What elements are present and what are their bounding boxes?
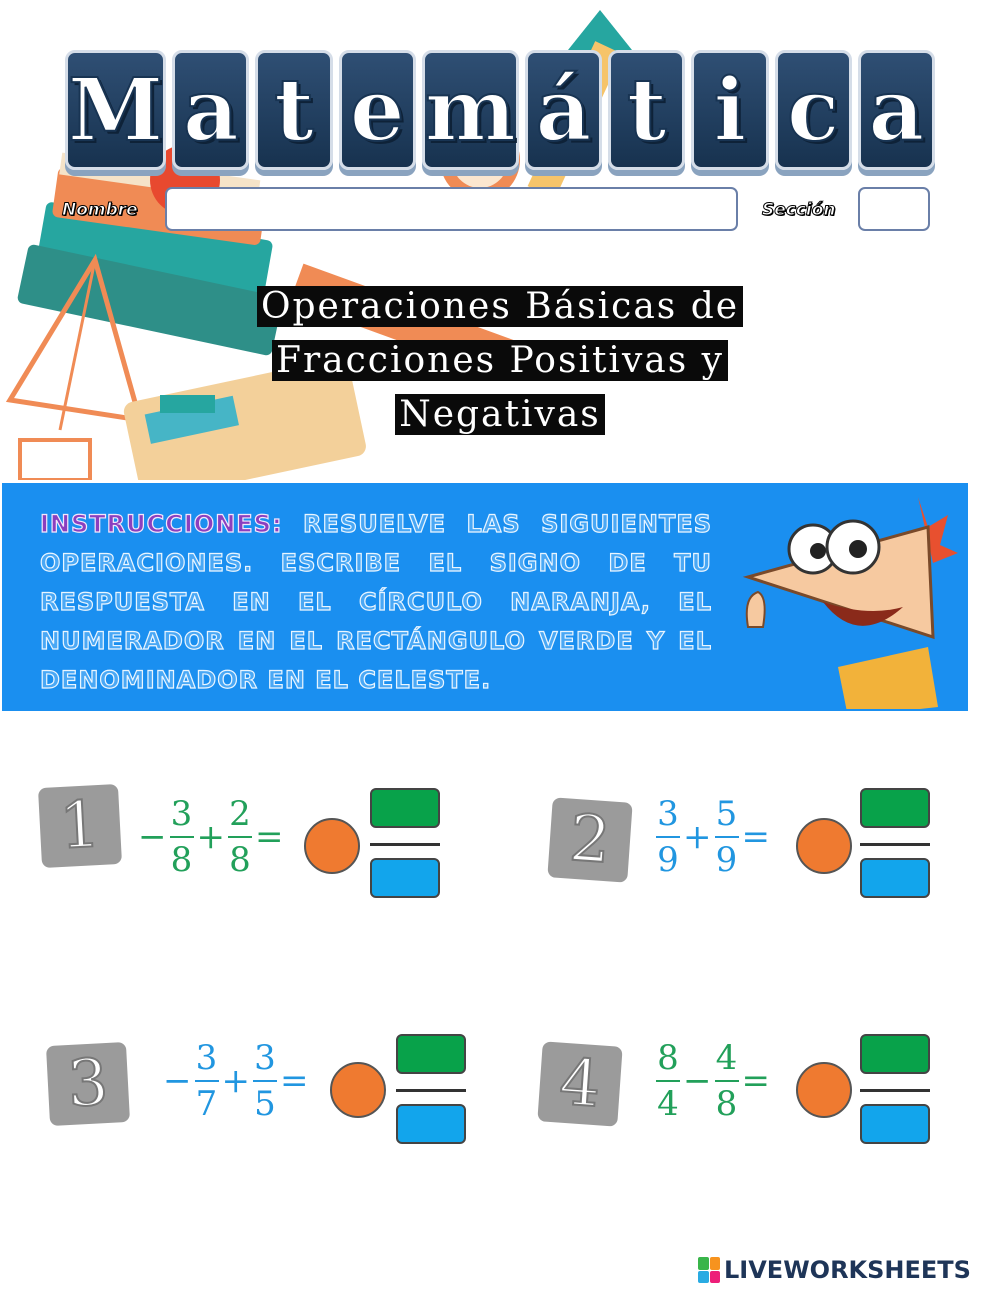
- answer-denominator-box[interactable]: [860, 858, 930, 898]
- equals-sign: =: [255, 817, 284, 857]
- instructions-text: [40, 505, 712, 700]
- denominator: 8: [229, 840, 251, 880]
- numerator: 3: [170, 794, 193, 834]
- numerator: 2: [229, 794, 251, 834]
- fraction-bar: [228, 836, 252, 838]
- answer-fraction-bar: [370, 843, 440, 846]
- title-letter: i: [691, 50, 768, 170]
- numerator: 3: [657, 794, 679, 834]
- subtitle-line: Fracciones Positivas y: [272, 340, 728, 381]
- fraction-bar: [656, 1080, 680, 1082]
- answer-fraction-bar: [396, 1089, 466, 1092]
- section-input[interactable]: [858, 187, 930, 231]
- fraction-bar: [170, 836, 194, 838]
- instructions-heading: INSTRUCCIONES:: [40, 510, 283, 538]
- title-letter: m: [422, 50, 519, 170]
- numerator: 3: [254, 1038, 276, 1078]
- denominator: 5: [254, 1084, 276, 1124]
- fraction-bar: [253, 1080, 277, 1082]
- denominator: 4: [657, 1084, 679, 1124]
- name-input[interactable]: [165, 187, 738, 231]
- title-letter: á: [525, 50, 602, 170]
- fraction-expression: [135, 796, 287, 878]
- second-fraction: [253, 1040, 277, 1122]
- answer-sign-circle[interactable]: [796, 818, 852, 874]
- fraction-expression: [160, 1040, 312, 1122]
- answer-sign-circle[interactable]: [796, 1062, 852, 1118]
- answer-numerator-box[interactable]: [860, 1034, 930, 1074]
- fraction-bar: [656, 836, 680, 838]
- worksheet-subtitle: [155, 280, 845, 442]
- first-fraction: [170, 796, 194, 878]
- numerator: 5: [715, 794, 738, 834]
- denominator: 8: [715, 1084, 738, 1124]
- instructions-panel: [2, 483, 968, 711]
- answer-denominator-box[interactable]: [860, 1104, 930, 1144]
- logo-icon: [698, 1257, 720, 1283]
- exercise-number: 2: [547, 797, 632, 882]
- title-letter: a: [858, 50, 935, 170]
- fraction-expression: [656, 796, 773, 878]
- fraction-expression: [656, 1040, 773, 1122]
- operation-operator: +: [683, 817, 712, 857]
- operation-operator: +: [221, 1061, 250, 1101]
- exercise-number: 3: [46, 1042, 130, 1126]
- answer-denominator-box[interactable]: [396, 1104, 466, 1144]
- answer-numerator-box[interactable]: [370, 788, 440, 828]
- first-fraction: [656, 1040, 680, 1122]
- denominator: 9: [715, 840, 738, 880]
- equals-sign: =: [741, 817, 770, 857]
- answer-fraction-bar: [860, 1089, 930, 1092]
- instructions-body: RESUELVE LAS SIGUIENTES OPERACIONES. ESCRIBE EL SIGNO DE TU RESPUESTA EN EL CÍRCULO NARANJA, EL NUMERADOR EN EL RECTÁNGULO VERDE Y EL DENOMINADOR EN EL CELESTE.: [40, 510, 713, 694]
- page-title: [65, 50, 935, 170]
- fraction-bar: [715, 836, 739, 838]
- section-label: Sección: [762, 200, 836, 220]
- brand-name: LIVEWORKSHEETS: [724, 1256, 971, 1284]
- subtitle-line: Negativas: [395, 394, 605, 435]
- exercise-number: 1: [38, 784, 122, 868]
- first-fraction: [656, 796, 680, 878]
- name-label: Nombre: [62, 200, 138, 220]
- sign-operator: −: [138, 817, 167, 857]
- second-fraction: [228, 796, 252, 878]
- title-letter: e: [339, 50, 416, 170]
- title-letter: c: [775, 50, 852, 170]
- answer-sign-circle[interactable]: [330, 1062, 386, 1118]
- answer-denominator-box[interactable]: [370, 858, 440, 898]
- liveworksheets-logo: [698, 1256, 971, 1284]
- sign-operator: −: [163, 1061, 192, 1101]
- numerator: 3: [195, 1038, 218, 1078]
- answer-numerator-box[interactable]: [396, 1034, 466, 1074]
- operation-operator: −: [683, 1061, 712, 1101]
- title-letter: a: [172, 50, 249, 170]
- answer-sign-circle[interactable]: [304, 818, 360, 874]
- answer-numerator-box[interactable]: [860, 788, 930, 828]
- first-fraction: [195, 1040, 219, 1122]
- answer-fraction-bar: [860, 843, 930, 846]
- title-letter: t: [255, 50, 332, 170]
- second-fraction: [715, 1040, 739, 1122]
- fraction-bar: [195, 1080, 219, 1082]
- exercise-number: 4: [537, 1041, 622, 1126]
- equals-sign: =: [741, 1061, 770, 1101]
- second-fraction: [715, 796, 739, 878]
- title-letter: M: [65, 50, 166, 170]
- denominator: 7: [195, 1084, 218, 1124]
- title-letter: t: [608, 50, 685, 170]
- numerator: 4: [715, 1038, 738, 1078]
- numerator: 8: [657, 1038, 679, 1078]
- equals-sign: =: [280, 1061, 309, 1101]
- denominator: 8: [170, 840, 193, 880]
- fraction-bar: [715, 1080, 739, 1082]
- cartoon-character: [728, 487, 958, 709]
- denominator: 9: [657, 840, 679, 880]
- subtitle-line: Operaciones Básicas de: [257, 286, 743, 327]
- operation-operator: +: [196, 817, 225, 857]
